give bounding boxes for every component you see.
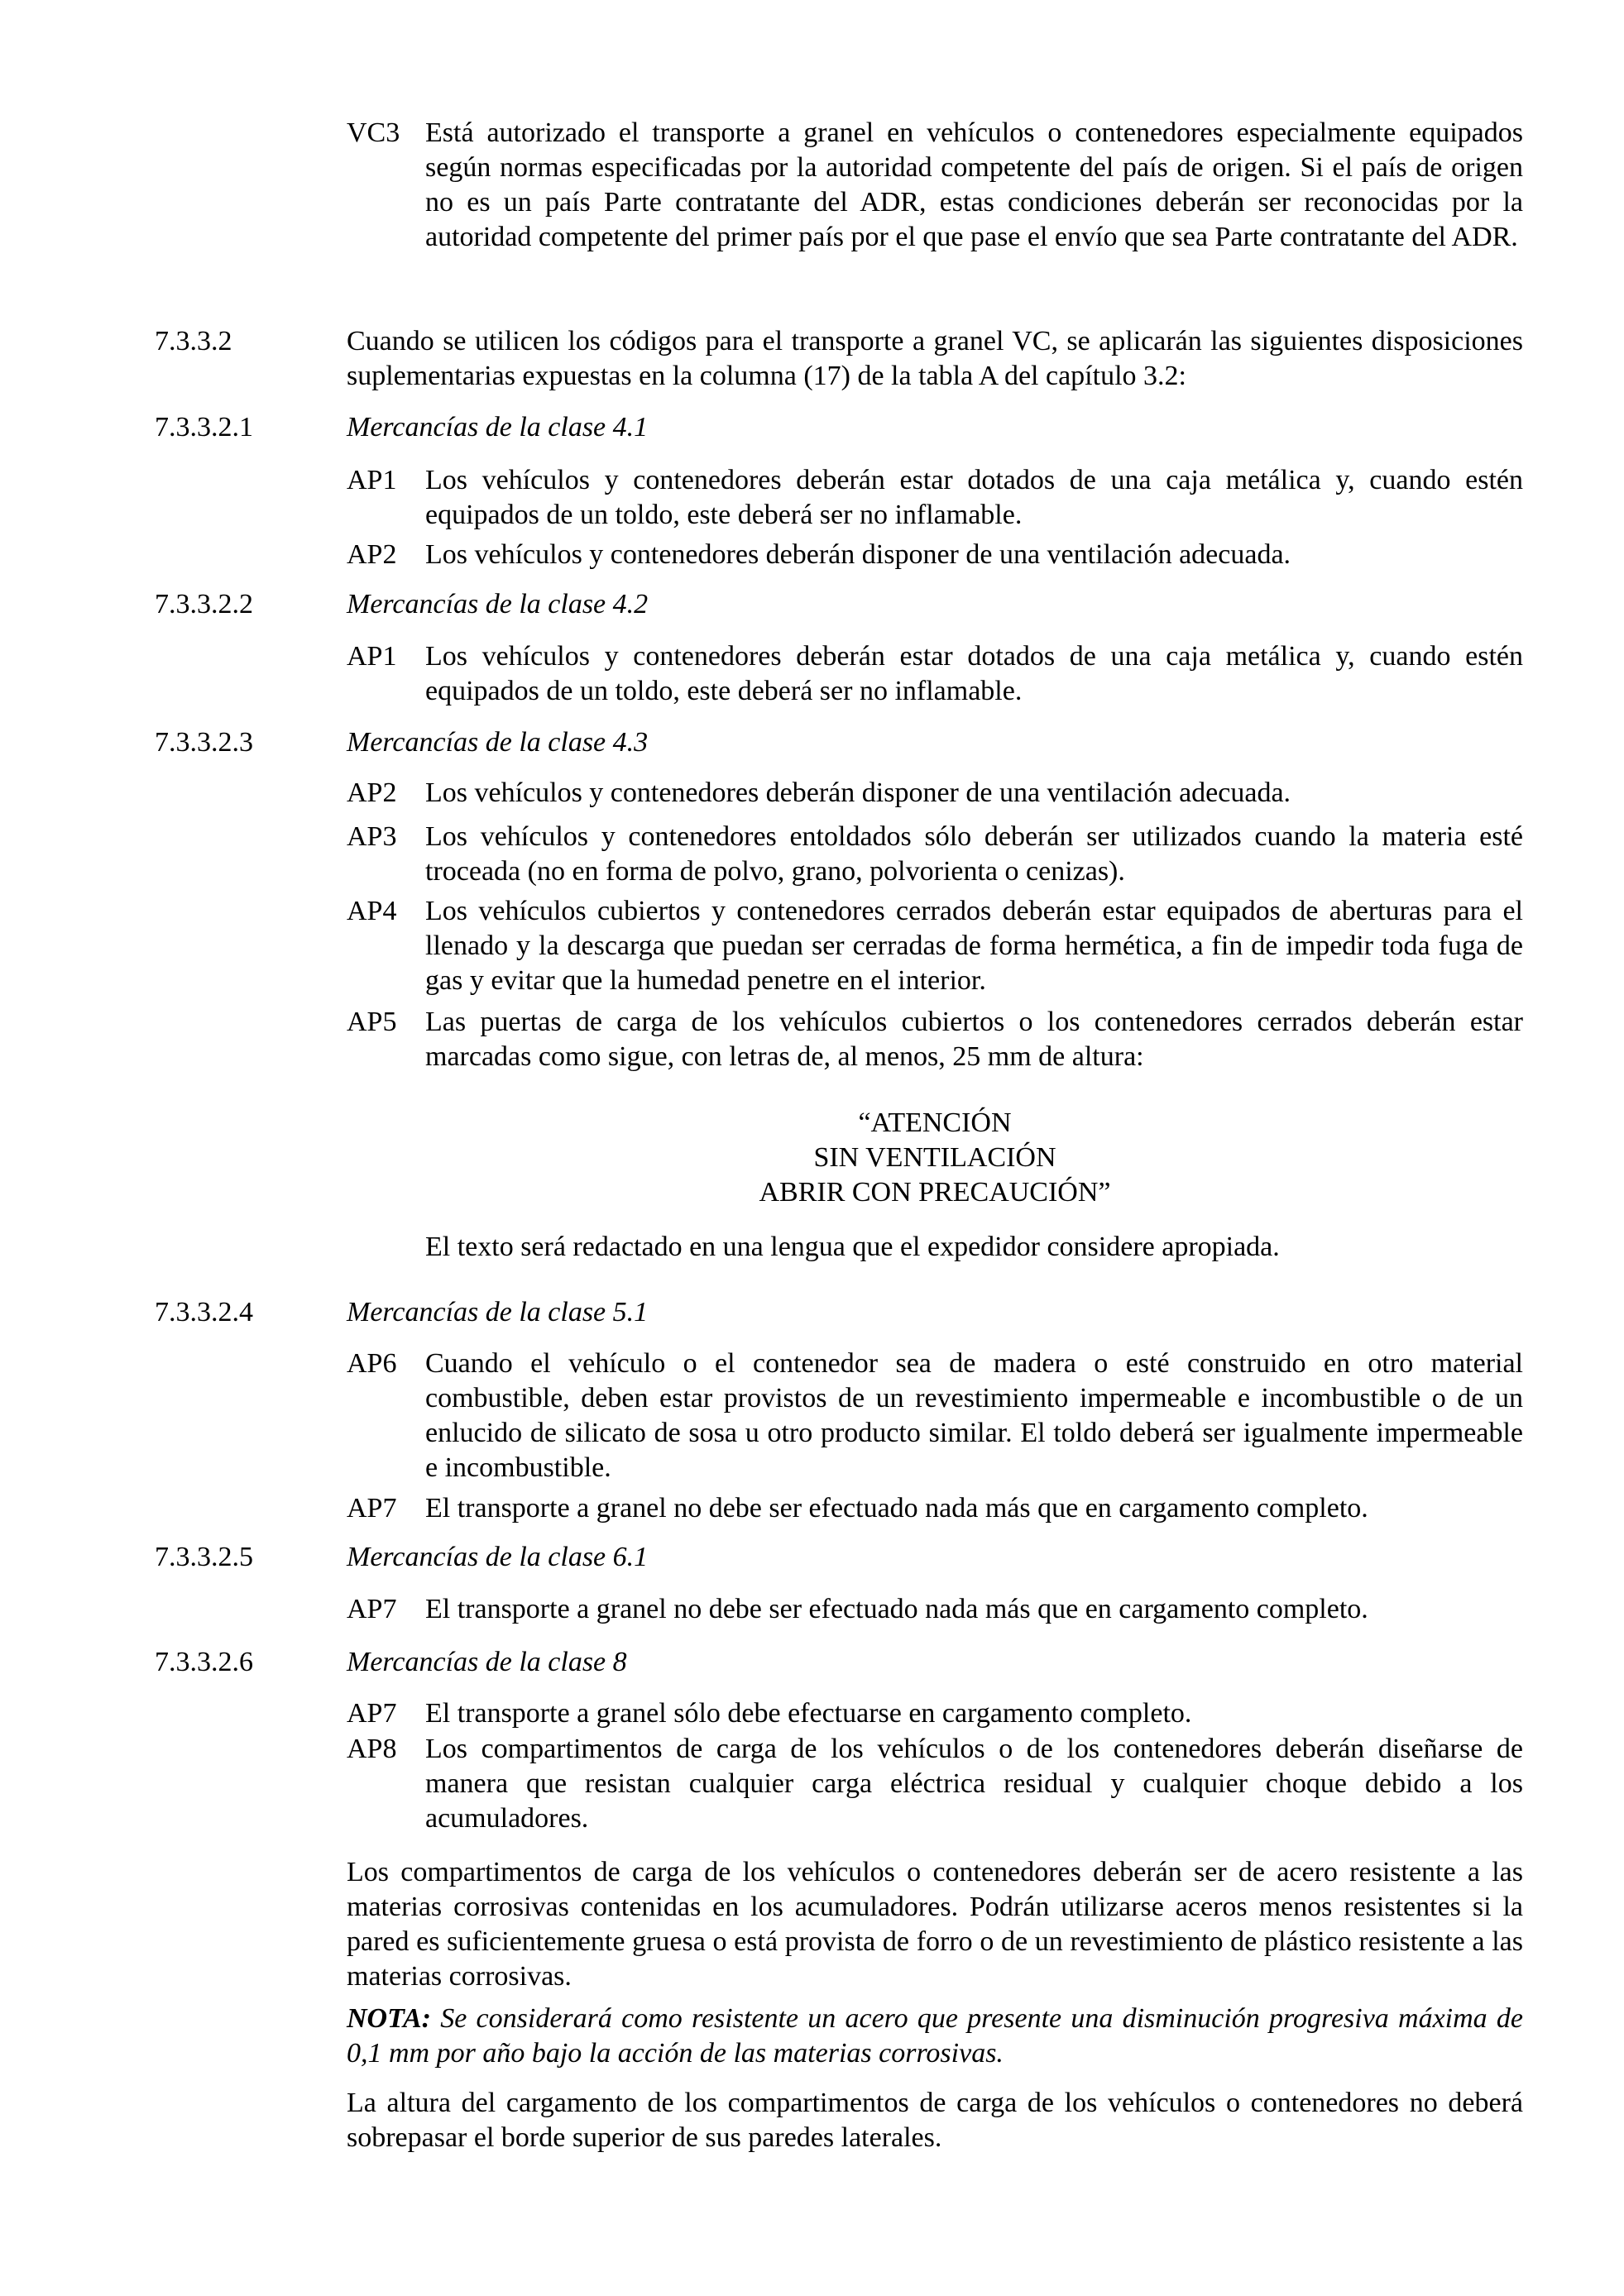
section-number: 7.3.3.2.1 [155, 412, 253, 442]
code-label: AP3 [347, 821, 397, 852]
code-label: AP1 [347, 465, 397, 495]
code-label: AP4 [347, 896, 397, 926]
code-text: Los vehículos y contenedores entoldados sólo deberán ser utilizados cuando la materia esté troceada (no en forma de polvo, grano, polvorienta o cenizas). [425, 821, 1523, 887]
section-number: 7.3.3.2.3 [155, 727, 253, 758]
code-text: El transporte a granel no debe ser efectuado nada más que en cargamento completo. [425, 1594, 1368, 1624]
code-text: Cuando el vehículo o el contenedor sea de madera o esté construido en otro material combustible, deben estar provistos de un revestimiento impermeable e incombustible o de un enlucido de silicato de sosa u otro producto similar. El toldo deberá ser igualmente impermeable e incombustible. [425, 1348, 1523, 1483]
code-label: AP2 [347, 539, 397, 570]
warning-line: SIN VENTILACIÓN [813, 1142, 1056, 1173]
code-text: Los vehículos y contenedores deberán estar dotados de una caja metálica y, cuando estén equipados de un toldo, este deberá ser no inflamable. [425, 641, 1523, 706]
code-label: AP1 [347, 641, 397, 672]
section-text: Cuando se utilicen los códigos para el transporte a granel VC, se aplicarán las siguientes disposiciones suplementarias expuestas en la columna (17) de la tabla A del capítulo 3.2: [347, 326, 1523, 391]
code-entry-ap3 [347, 820, 1523, 889]
section-heading: Mercancías de la clase 4.2 [347, 589, 649, 619]
section-number: 7.3.3.2.5 [155, 1542, 253, 1572]
warning-line: “ATENCIÓN [858, 1107, 1012, 1138]
code-text: Los vehículos y contenedores deberán disponer de una ventilación adecuada. [425, 539, 1291, 570]
section-heading: Mercancías de la clase 6.1 [347, 1542, 649, 1572]
code-text: Los vehículos y contenedores deberán estar dotados de una caja metálica y, cuando estén equipados de un toldo, este deberá ser no inflamable. [425, 465, 1523, 530]
code-label: AP7 [347, 1698, 397, 1729]
code-entry-ap5 [347, 1005, 1523, 1074]
section-number: 7.3.3.2.6 [155, 1647, 253, 1677]
section-heading: Mercancías de la clase 8 [347, 1647, 627, 1677]
code-entry-ap7 [347, 1592, 1523, 1627]
code-text: Las puertas de carga de los vehículos cubiertos o los contenedores cerrados deberán estar marcadas como sigue, con letras de, al menos, 25 mm de altura: [425, 1007, 1523, 1072]
code-text: Los vehículos y contenedores deberán disponer de una ventilación adecuada. [425, 777, 1291, 808]
section-number: 7.3.3.2.4 [155, 1297, 253, 1327]
language-note: El texto será redactado en una lengua que el expedidor considere apropiada. [425, 1232, 1280, 1262]
code-text: Los vehículos cubiertos y contenedores cerrados deberán estar equipados de aberturas para el llenado y la descarga que puedan ser cerradas de forma hermética, a fin de impedir toda fuga de gas y evitar que la humedad penetre en el interior. [425, 896, 1523, 996]
paragraph: La altura del cargamento de los compartimentos de carga de los vehículos o contenedores no deberá sobrepasar el borde superior de sus paredes laterales. [347, 2088, 1523, 2153]
code-label: AP5 [347, 1007, 397, 1037]
code-text: Los compartimentos de carga de los vehículos o de los contenedores deberán diseñarse de manera que resistan cualquier carga eléctrica residual y cualquier choque debido a los acumuladores. [425, 1734, 1523, 1834]
code-entry-ap4 [347, 894, 1523, 998]
code-label: VC3 [347, 117, 400, 148]
code-label: AP6 [347, 1348, 397, 1379]
nota-paragraph [347, 2002, 1523, 2071]
section-heading: Mercancías de la clase 4.1 [347, 412, 649, 442]
code-entry-ap7 [347, 1696, 1523, 1731]
code-entry-ap2 [347, 538, 1523, 572]
code-entry-ap1 [347, 463, 1523, 533]
warning-marking [347, 1106, 1523, 1210]
code-text: El transporte a granel sólo debe efectuarse en cargamento completo. [425, 1698, 1192, 1729]
code-entry-ap2 [347, 776, 1523, 811]
nota-text: Se considerará como resistente un acero que presente una disminución progresiva máxima de 0,1 mm por año bajo la acción de las materias corrosivas. [347, 2003, 1524, 2069]
code-text: Está autorizado el transporte a granel en vehículos o contenedores especialmente equipados según normas especificadas por la autoridad competente del país de origen. Si el país de origen no es un país Parte contratante del ADR, estas condiciones deberán ser reconocidas por la autoridad competente del primer país por el que pase el envío que sea Parte contratante del ADR. [425, 117, 1523, 252]
nota-label: NOTA: [347, 2003, 431, 2034]
code-label: AP2 [347, 777, 397, 808]
paragraph: Los compartimentos de carga de los vehículos o contenedores deberán ser de acero resistente a las materias corrosivas contenidas en los acumuladores. Podrán utilizarse aceros menos resistentes si la pared es suficientemente gruesa o está provista de forro o de un revestimiento de plástico resistente a las materias corrosivas. [347, 1857, 1523, 1992]
code-label: AP7 [347, 1594, 397, 1624]
warning-line: ABRIR CON PRECAUCIÓN” [759, 1177, 1111, 1208]
code-entry-ap8 [347, 1732, 1523, 1836]
section-number: 7.3.3.2.2 [155, 589, 253, 619]
code-entry-ap1 [347, 639, 1523, 709]
section-number: 7.3.3.2 [155, 326, 232, 356]
code-entry-ap6 [347, 1347, 1523, 1485]
code-entry-ap7 [347, 1491, 1523, 1526]
code-label: AP8 [347, 1734, 397, 1764]
section-heading: Mercancías de la clase 4.3 [347, 727, 649, 758]
code-text: El transporte a granel no debe ser efectuado nada más que en cargamento completo. [425, 1493, 1368, 1523]
section-heading: Mercancías de la clase 5.1 [347, 1297, 649, 1327]
code-entry-vc3 [347, 116, 1523, 255]
code-label: AP7 [347, 1493, 397, 1523]
